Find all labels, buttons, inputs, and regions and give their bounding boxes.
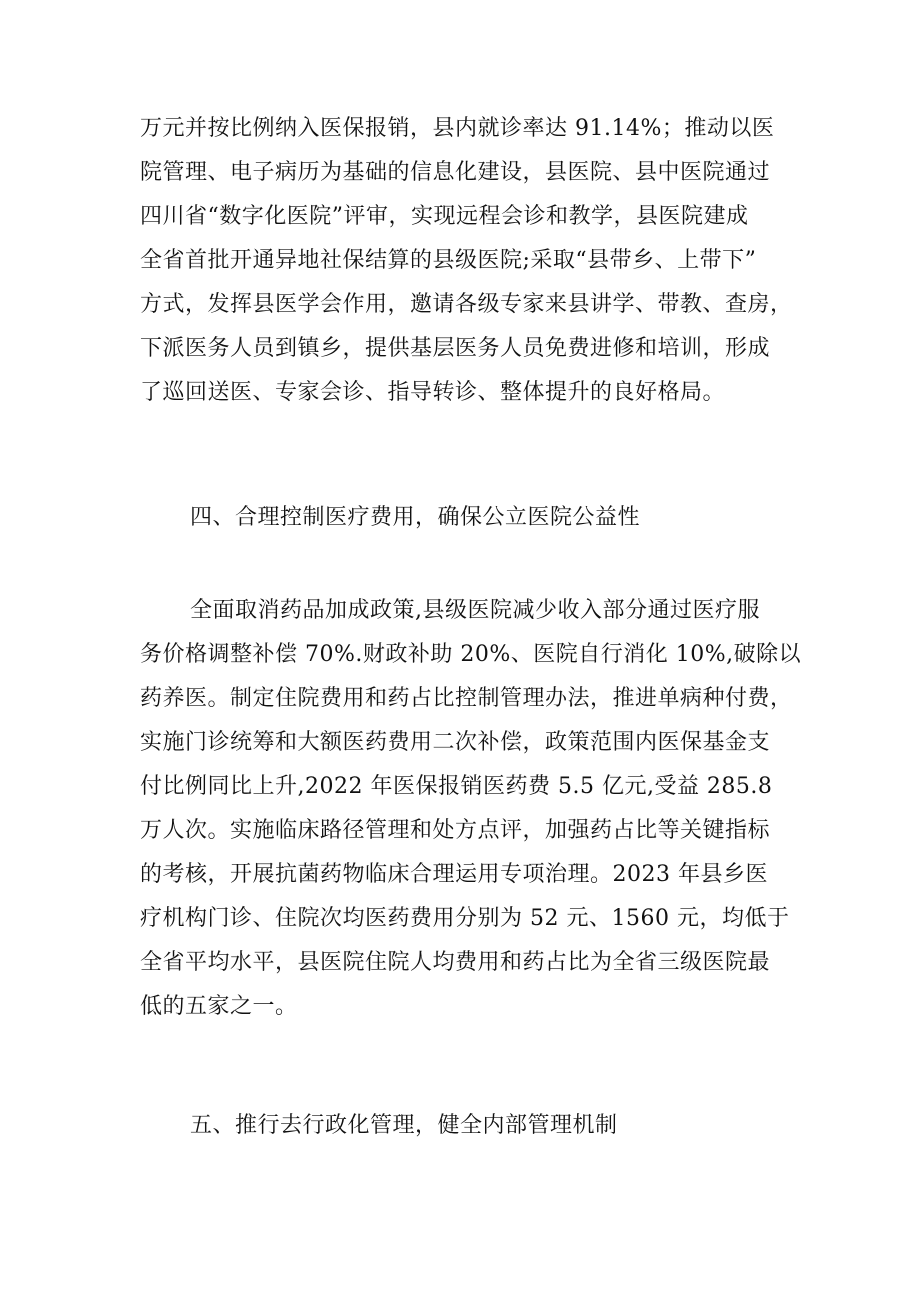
paragraph-line: 全省平均水平，县医院住院人均费用和药占比为全省三级医院最 [140,950,771,975]
paragraph-line: 了巡回送医、专家会诊、指导转诊、整体提升的良好格局。 [140,380,726,405]
paragraph-line: 付比例同比上升,2022 年医保报销医药费 5.5 亿元,受益 285.8 [140,774,773,799]
paragraph-line: 方式，发挥县医学会作用，邀请各级专家来县讲学、带教、查房， [140,292,793,317]
paragraph-line: 全面取消药品加成政策,县级医院减少收入部分通过医疗服 [190,598,760,623]
paragraph-line: 低的五家之一。 [140,994,298,1019]
paragraph-line: 的考核，开展抗菌药物临床合理运用专项治理。2023 年县乡医 [140,862,768,887]
paragraph-line: 全省首批开通异地社保结算的县级医院;采取“县带乡、上带下” [140,248,757,273]
paragraph-line: 下派医务人员到镇乡，提供基层医务人员免费进修和培训，形成 [140,336,771,361]
section-heading-four: 四、合理控制医疗费用，确保公立医院公益性 [190,505,641,530]
paragraph-line: 疗机构门诊、住院次均医药费用分别为 52 元、1560 元，均低于 [140,906,790,931]
section-heading-five: 五、推行去行政化管理，健全内部管理机制 [190,1113,618,1138]
paragraph-line: 药养医。制定住院费用和药占比控制管理办法，推进单病种付费， [140,686,793,711]
paragraph-line: 万人次。实施临床路径管理和处方点评，加强药占比等关键指标 [140,818,771,843]
paragraph-line: 务价格调整补偿 70%.财政补助 20%、医院自行消化 10%,破除以 [140,642,802,667]
paragraph-line: 四川省“数字化医院”评审，实现远程会诊和教学，县医院建成 [140,204,749,229]
paragraph-line: 实施门诊统筹和大额医药费用二次补偿，政策范围内医保基金支 [140,730,771,755]
paragraph-line: 万元并按比例纳入医保报销，县内就诊率达 91.14%；推动以医 [140,116,775,141]
paragraph-line: 院管理、电子病历为基础的信息化建设，县医院、县中医院通过 [140,160,771,185]
